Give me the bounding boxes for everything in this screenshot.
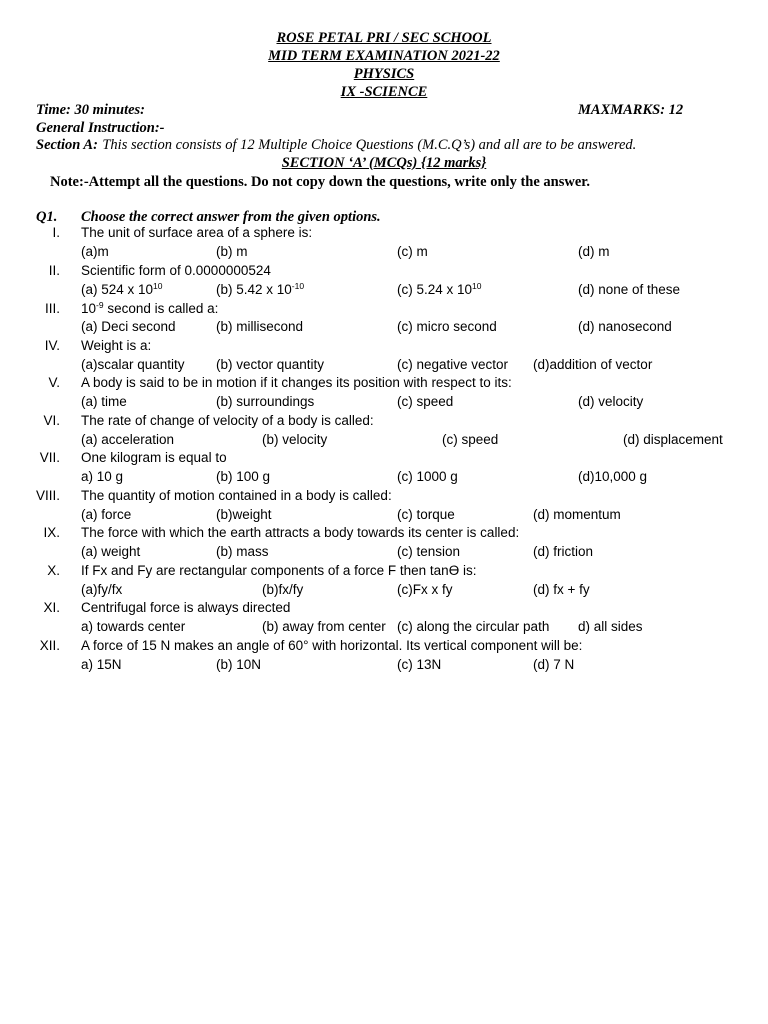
question-text-rest: second is called a:: [103, 301, 219, 316]
option-a: (a)scalar quantity: [81, 357, 185, 372]
option-b: (b) velocity: [262, 432, 328, 447]
option-a: a) towards center: [81, 619, 186, 634]
option-b: (b) surroundings: [216, 394, 315, 409]
option-b: (b) mass: [216, 544, 269, 559]
option-a: (a)m: [81, 244, 109, 259]
option-d: (d) 7 N: [533, 657, 575, 672]
option-a: (a) time: [81, 394, 127, 409]
question-text-base: 10: [81, 301, 97, 316]
option-b-text: (b) 5.42 x 10: [216, 282, 292, 297]
question-text-exponent: -9: [96, 300, 104, 310]
option-c: (c) negative vector: [397, 357, 509, 372]
general-instruction: General Instruction:-: [36, 120, 165, 136]
option-c: (c) 1000 g: [397, 469, 458, 484]
max-marks: MAXMARKS: 12: [578, 102, 684, 118]
option-c: [397, 281, 482, 299]
question-number: XII.: [39, 638, 60, 653]
section-title: SECTION ‘A’ (MCQs) {12 marks}: [281, 155, 487, 171]
option-c: (c) tension: [397, 544, 461, 559]
option-a: a) 10 g: [81, 469, 124, 484]
option-d: (d) momentum: [533, 507, 621, 522]
option-d: (d)addition of vector: [533, 357, 653, 372]
question-text: The unit of surface area of a sphere is:: [81, 225, 313, 240]
question-number: II.: [48, 263, 60, 278]
option-c: (c) torque: [397, 507, 455, 522]
option-b: (b) millisecond: [216, 319, 304, 334]
school-name: ROSE PETAL PRI / SEC SCHOOL: [276, 30, 492, 46]
option-c-text: (c) 5.24 x 10: [397, 282, 473, 297]
question-text: If Fx and Fy are rectangular components of a force F then tanϴ is:: [81, 563, 477, 578]
option-a: (a)fy/fx: [81, 582, 123, 597]
question-number: VIII.: [35, 488, 60, 503]
question-number: I.: [52, 225, 60, 240]
option-b: (b) away from center: [262, 619, 386, 634]
option-d: (d) velocity: [578, 394, 644, 409]
option-d: (d) none of these: [578, 282, 681, 297]
option-a-text: (a) 524 x 10: [81, 282, 154, 297]
option-c: (c) micro second: [397, 319, 497, 334]
question-number: V.: [48, 375, 60, 390]
time-label: Time: 30 minutes:: [36, 102, 146, 118]
section-a-text: This section consists of 12 Multiple Choice Questions (M.C.Q’s) and all are to be answered.: [102, 137, 637, 153]
question-number: VI.: [43, 413, 60, 428]
section-a-instruction: [36, 136, 636, 154]
section-a-label: Section A:: [36, 137, 98, 153]
question-number: III.: [44, 301, 60, 316]
option-b: [216, 281, 304, 299]
option-b: (b) vector quantity: [216, 357, 325, 372]
q1-instruction: Choose the correct answer from the given options.: [81, 209, 381, 225]
option-c: (c) along the circular path: [397, 619, 550, 634]
question-text: Scientific form of 0.0000000524: [81, 263, 271, 278]
option-b: (b) 10N: [216, 657, 262, 672]
option-c: (c) 13N: [397, 657, 442, 672]
question-number: VII.: [39, 450, 60, 465]
q1-label: Q1.: [36, 209, 58, 225]
option-d: (d) nanosecond: [578, 319, 672, 334]
option-b: (b)weight: [216, 507, 272, 522]
question-text: A body is said to be in motion if it changes its position with respect to its:: [81, 375, 512, 390]
option-b: (b) 100 g: [216, 469, 271, 484]
option-b: (b) m: [216, 244, 248, 259]
question-number: X.: [47, 563, 60, 578]
option-c: (c)Fx x fy: [397, 582, 453, 597]
question-text: Weight is a:: [81, 338, 152, 353]
subject-title: PHYSICS: [353, 66, 415, 82]
option-a: (a) force: [81, 507, 132, 522]
option-a: (a) acceleration: [81, 432, 175, 447]
option-d: d) all sides: [578, 619, 643, 634]
question-number: IX.: [43, 525, 60, 540]
option-b-exponent: -10: [291, 281, 305, 291]
option-d: (d) m: [578, 244, 610, 259]
option-b: (b)fx/fy: [262, 582, 304, 597]
question-text: [81, 300, 218, 318]
option-a: [81, 281, 163, 299]
question-number: XI.: [43, 600, 60, 615]
option-a: (a) Deci second: [81, 319, 176, 334]
option-d: (d) fx + fy: [533, 582, 590, 597]
option-c-exponent: 10: [472, 281, 482, 291]
question-text: The force with which the earth attracts a body towards its center is called:: [81, 525, 520, 540]
option-a: a) 15N: [81, 657, 122, 672]
question-text: A force of 15 N makes an angle of 60° with horizontal. Its vertical component will be:: [81, 638, 583, 653]
question-text: The rate of change of velocity of a body is called:: [81, 413, 374, 428]
option-c: (c) speed: [442, 432, 499, 447]
option-d: (d)10,000 g: [578, 469, 648, 484]
question-number: IV.: [44, 338, 60, 353]
question-text: Centrifugal force is always directed: [81, 600, 291, 615]
exam-title: MID TERM EXAMINATION 2021-22: [268, 48, 500, 64]
class-title: IX -SCIENCE: [340, 84, 428, 100]
option-d: (d) displacement: [623, 432, 723, 447]
question-text: One kilogram is equal to: [81, 450, 227, 465]
option-a: (a) weight: [81, 544, 141, 559]
question-text: The quantity of motion contained in a body is called:: [81, 488, 392, 503]
option-c: (c) speed: [397, 394, 454, 409]
note: Note:-Attempt all the questions. Do not copy down the questions, write only the answer.: [50, 174, 590, 190]
option-d: (d) friction: [533, 544, 594, 559]
option-a-exponent: 10: [153, 281, 163, 291]
option-c: (c) m: [397, 244, 428, 259]
